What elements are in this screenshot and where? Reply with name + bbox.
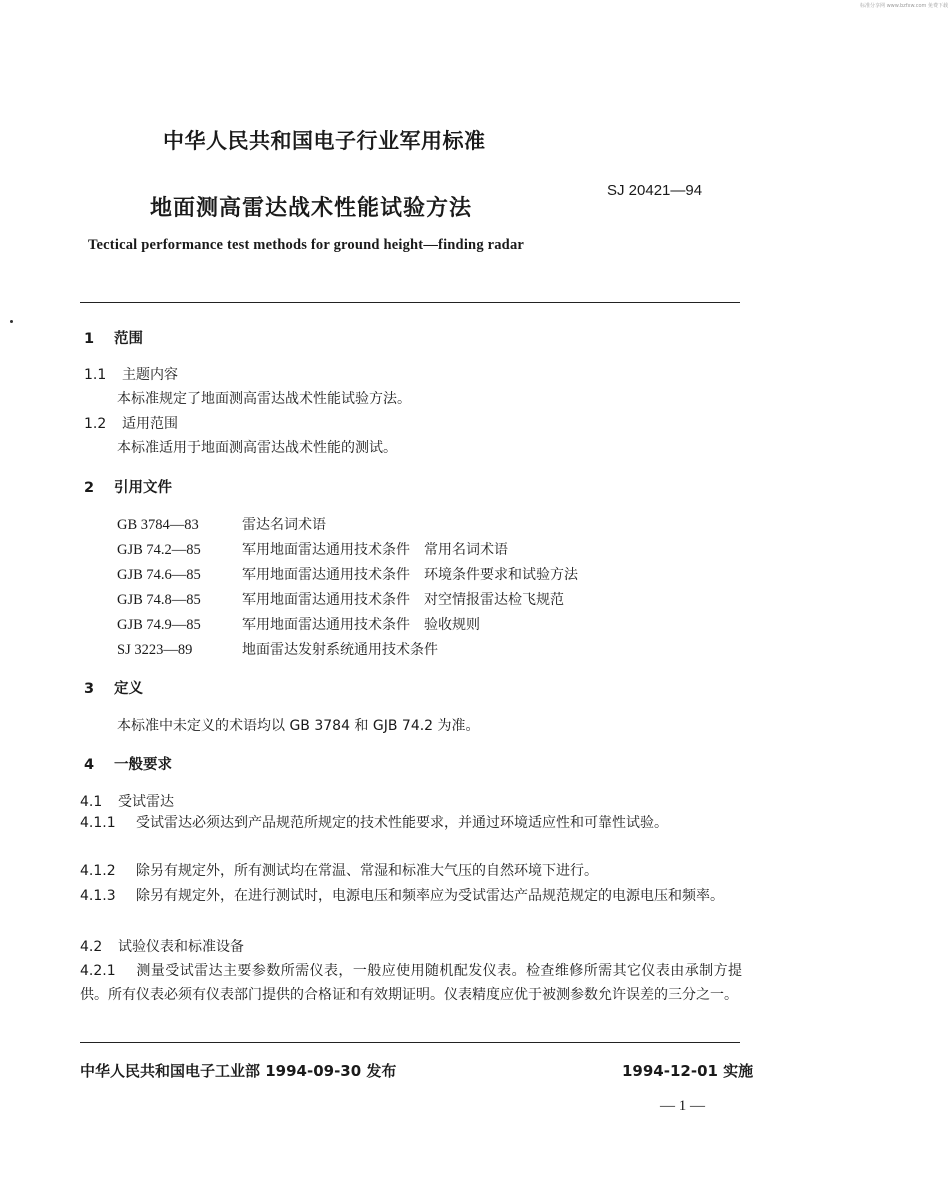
- reference-title: 军用地面雷达通用技术条件 环境条件要求和试验方法: [242, 567, 578, 583]
- section-title: 适用范围: [122, 416, 178, 432]
- clause-text: 除另有规定外，所有测试均在常温、常湿和标准大气压的自然环境下进行。: [136, 863, 598, 879]
- clause-number: 4.2.1: [80, 963, 116, 979]
- issue-date: 中华人民共和国电子工业部 1994-09-30 发布: [80, 1062, 397, 1080]
- standard-organization: 中华人民共和国电子行业军用标准: [163, 129, 486, 153]
- reference-row: [117, 564, 578, 584]
- section-3-heading: [84, 677, 143, 698]
- section-title: 范围: [114, 331, 143, 347]
- page-number: — 1 —: [660, 1098, 705, 1114]
- reference-row: [117, 514, 326, 534]
- section-number: 4.1: [80, 794, 103, 810]
- section-title: 一般要求: [114, 757, 172, 773]
- reference-code: GJB 74.9—85: [117, 617, 201, 633]
- reference-code: GJB 74.6—85: [117, 567, 201, 583]
- clause-number: 4.1.2: [80, 863, 116, 879]
- clause-number: 4.1.1: [80, 815, 116, 831]
- effective-date: 1994-12-01 实施: [622, 1062, 754, 1080]
- reference-row: [117, 639, 438, 659]
- reference-code: SJ 3223—89: [117, 642, 193, 658]
- section-title: 定义: [114, 681, 143, 697]
- section-1-2-heading: [84, 413, 178, 433]
- section-1-1-heading: [84, 364, 178, 384]
- section-1-heading: [84, 327, 143, 348]
- section-4-heading: [84, 753, 172, 774]
- section-1-1-text: 本标准规定了地面测高雷达战术性能试验方法。: [117, 391, 411, 407]
- clause-4-1-3: [80, 884, 742, 908]
- reference-title: 军用地面雷达通用技术条件 对空情报雷达检飞规范: [242, 592, 564, 608]
- section-title: 试验仪表和标准设备: [118, 939, 244, 955]
- section-number: 1.1: [84, 367, 107, 383]
- section-number: 4.2: [80, 939, 103, 955]
- section-number: 1: [84, 331, 95, 347]
- reference-code: GB 3784—83: [117, 517, 199, 533]
- clause-number: 4.1.3: [80, 888, 116, 904]
- section-title: 受试雷达: [118, 794, 174, 810]
- header-rule: [80, 302, 740, 303]
- clause-4-2-1: [80, 959, 742, 1007]
- clause-4-1-2: [80, 859, 742, 883]
- section-number: 1.2: [84, 416, 107, 432]
- scan-speck: [10, 320, 13, 323]
- section-number: 3: [84, 681, 95, 697]
- standard-code: SJ 20421—94: [607, 182, 703, 199]
- section-2-heading: [84, 476, 172, 497]
- reference-row: [117, 614, 480, 634]
- reference-row: [117, 539, 508, 559]
- clause-text: 除另有规定外，在进行测试时，电源电压和频率应为受试雷达产品规范规定的电源电压和频率。: [136, 888, 724, 904]
- clause-text: 受试雷达必须达到产品规范所规定的技术性能要求，并通过环境适应性和可靠性试验。: [136, 815, 668, 831]
- reference-code: GJB 74.2—85: [117, 542, 201, 558]
- reference-title: 地面雷达发射系统通用技术条件: [242, 642, 438, 658]
- watermark-note: 标准分享网 www.bzfxw.com 免费下载: [860, 3, 948, 9]
- section-3-text: 本标准中未定义的术语均以 GB 3784 和 GJB 74.2 为准。: [117, 718, 480, 734]
- section-4-1-heading: [80, 791, 174, 811]
- clause-text: 测量受试雷达主要参数所需仪表，一般应使用随机配发仪表。检查维修所需其它仪表由承制方提供。所有仪表必须有仪表部门提供的合格证和有效期证明。仪表精度应优于被测参数允许误差的三分之一。: [80, 963, 742, 1003]
- section-number: 4: [84, 757, 95, 773]
- english-title: Tectical performance test methods for ground height—finding radar: [88, 237, 525, 253]
- document-title: 地面测高雷达战术性能试验方法: [150, 196, 473, 221]
- section-1-2-text: 本标准适用于地面测高雷达战术性能的测试。: [117, 440, 397, 456]
- reference-title: 军用地面雷达通用技术条件 常用名词术语: [242, 542, 508, 558]
- section-title: 引用文件: [114, 480, 172, 496]
- reference-title: 雷达名词术语: [242, 517, 326, 533]
- reference-code: GJB 74.8—85: [117, 592, 201, 608]
- reference-title: 军用地面雷达通用技术条件 验收规则: [242, 617, 480, 633]
- section-4-2-heading: [80, 936, 244, 956]
- section-title: 主题内容: [122, 367, 178, 383]
- section-number: 2: [84, 480, 95, 496]
- clause-4-1-1: [80, 811, 742, 835]
- reference-row: [117, 589, 564, 609]
- footer-rule: [80, 1042, 740, 1043]
